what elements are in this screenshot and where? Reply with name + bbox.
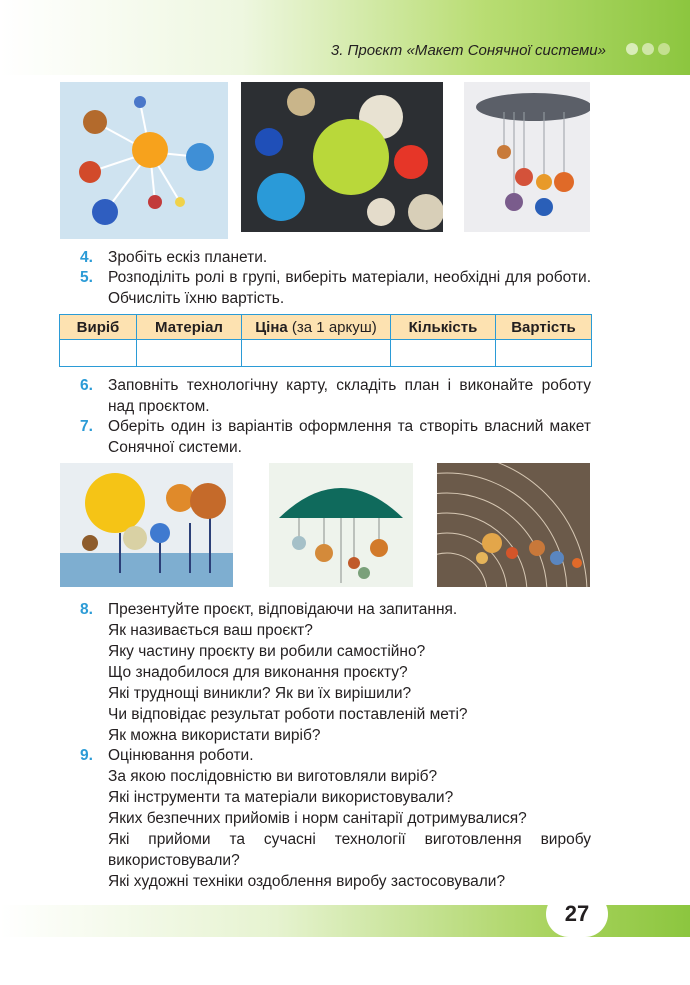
table-header-row	[60, 315, 592, 340]
question: Що знадобилося для виконання проєкту?	[108, 664, 408, 681]
task-number: 8.	[80, 601, 93, 618]
question: Чи відповідає результат роботи поставленій меті?	[108, 706, 468, 723]
col-price: Ціна (за 1 аркуш)	[242, 315, 391, 340]
table-row	[60, 340, 592, 367]
question: За якою послідовністю ви виготовляли виріб?	[108, 768, 438, 785]
photo-umbrella-model	[269, 463, 413, 587]
page-number: 27	[546, 891, 608, 937]
question: Які інструменти та матеріали використовували?	[108, 789, 454, 806]
task-text: Презентуйте проєкт, відповідаючи на запитання.	[108, 601, 458, 618]
task-number: 9.	[80, 747, 93, 764]
photo-thread-planets	[241, 82, 443, 232]
task-8	[80, 599, 591, 746]
task-number: 5.	[80, 269, 93, 286]
task-number: 7.	[80, 418, 93, 435]
task-number: 6.	[80, 377, 93, 394]
question: Як називається ваш проєкт?	[108, 622, 313, 639]
question: Як можна використати виріб?	[108, 727, 321, 744]
question: Яких безпечних прийомів і норм санітарії дотримувалися?	[108, 810, 527, 827]
task-4	[80, 247, 591, 268]
col-material: Матеріал	[137, 315, 242, 340]
task-6	[80, 375, 591, 417]
task-9	[80, 745, 591, 892]
page-header	[0, 0, 690, 75]
cost-table	[59, 314, 592, 367]
task-text: Зробіть ескіз планети.	[108, 249, 268, 266]
photo-orbit-board	[437, 463, 590, 587]
task-number: 4.	[80, 249, 93, 266]
col-cost: Вартість	[496, 315, 592, 340]
question: Які труднощі виникли? Як ви їх вирішили?	[108, 685, 412, 702]
task-text: Оцінювання роботи.	[108, 747, 254, 764]
task-text: Заповніть технологічну карту, складіть план і виконайте роботу над проєктом.	[108, 377, 591, 415]
col-product: Виріб	[60, 315, 137, 340]
header-dots	[626, 43, 670, 55]
question: Які прийоми та сучасні технології виготовлення виробу використовували?	[108, 831, 591, 869]
task-7	[80, 416, 591, 458]
task-text: Оберіть один із варіантів оформлення та створіть власний макет Сонячної системи.	[108, 418, 591, 456]
photo-sun-sculpture	[60, 463, 233, 587]
task-text: Розподіліть ролі в групі, виберіть матеріали, необхідні для роботи. Обчисліть їхню вартість.	[108, 269, 591, 307]
question: Які художні техніки оздоблення виробу застосовували?	[108, 873, 506, 890]
task-5	[80, 267, 591, 309]
question: Яку частину проєкту ви робили самостійно?	[108, 643, 426, 660]
photo-model-with-sticks	[60, 82, 228, 239]
chapter-title: 3. Проєкт «Макет Сонячної системи»	[330, 42, 606, 59]
col-quantity: Кількість	[391, 315, 496, 340]
photo-hanging-mobile	[464, 82, 590, 232]
